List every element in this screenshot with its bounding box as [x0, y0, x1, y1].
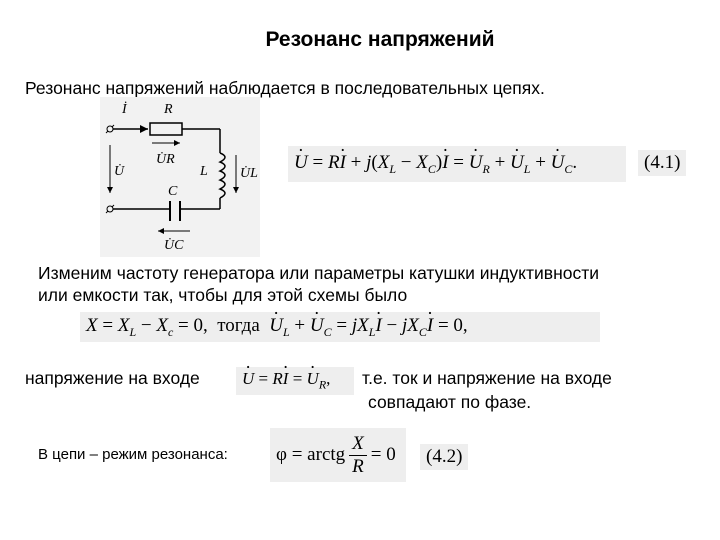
equation-number-4-2: (4.2)	[420, 444, 468, 470]
label-current: İ	[122, 102, 127, 117]
label-uc: U̇C	[164, 238, 184, 253]
intro-text: Резонанс напряжений наблюдается в последовательных цепях.	[25, 78, 545, 98]
label-u: U̇	[114, 164, 125, 179]
equation-number-4-1: (4.1)	[638, 150, 686, 176]
phase-formula: φ = arctg $\frac{X}{R}$ = 0	[270, 428, 406, 482]
series-circuit-diagram	[100, 97, 260, 257]
paragraph-line-1: Изменим частоту генератора или параметры катушки индуктивности	[38, 263, 600, 283]
equation-4-1: · $U = R\cdot I + j(X_L - X_C)\cdot I$ = · $U_R$ + · $U_L$ + · $U_C$.	[288, 146, 626, 182]
resonance-condition-formula: $X = X_L - X_c = 0$, тогда · $U_L$ + · $U_C = jX_L\cdot I - jX_C\cdot I = 0$,	[80, 312, 600, 342]
label-ul: U̇L	[240, 166, 258, 181]
label-l: L	[200, 164, 208, 179]
voltage-label: напряжение на входе	[25, 368, 200, 388]
label-r: R	[164, 102, 173, 117]
page-title: Резонанс напряжений	[265, 28, 495, 51]
word-togda: тогда	[217, 314, 260, 336]
te-line-1: т.е. ток и напряжение на входе	[362, 368, 612, 388]
paragraph-line-2: или емкости так, чтобы для этой схемы было	[38, 285, 408, 305]
input-voltage-formula: · U = R· I = · $U_R$,	[236, 367, 354, 395]
label-ur: U̇R	[156, 152, 175, 167]
label-c: C	[168, 184, 178, 199]
resonance-label: В цепи – режим резонанса:	[38, 446, 228, 463]
te-line-2: совпадают по фазе.	[368, 392, 532, 412]
